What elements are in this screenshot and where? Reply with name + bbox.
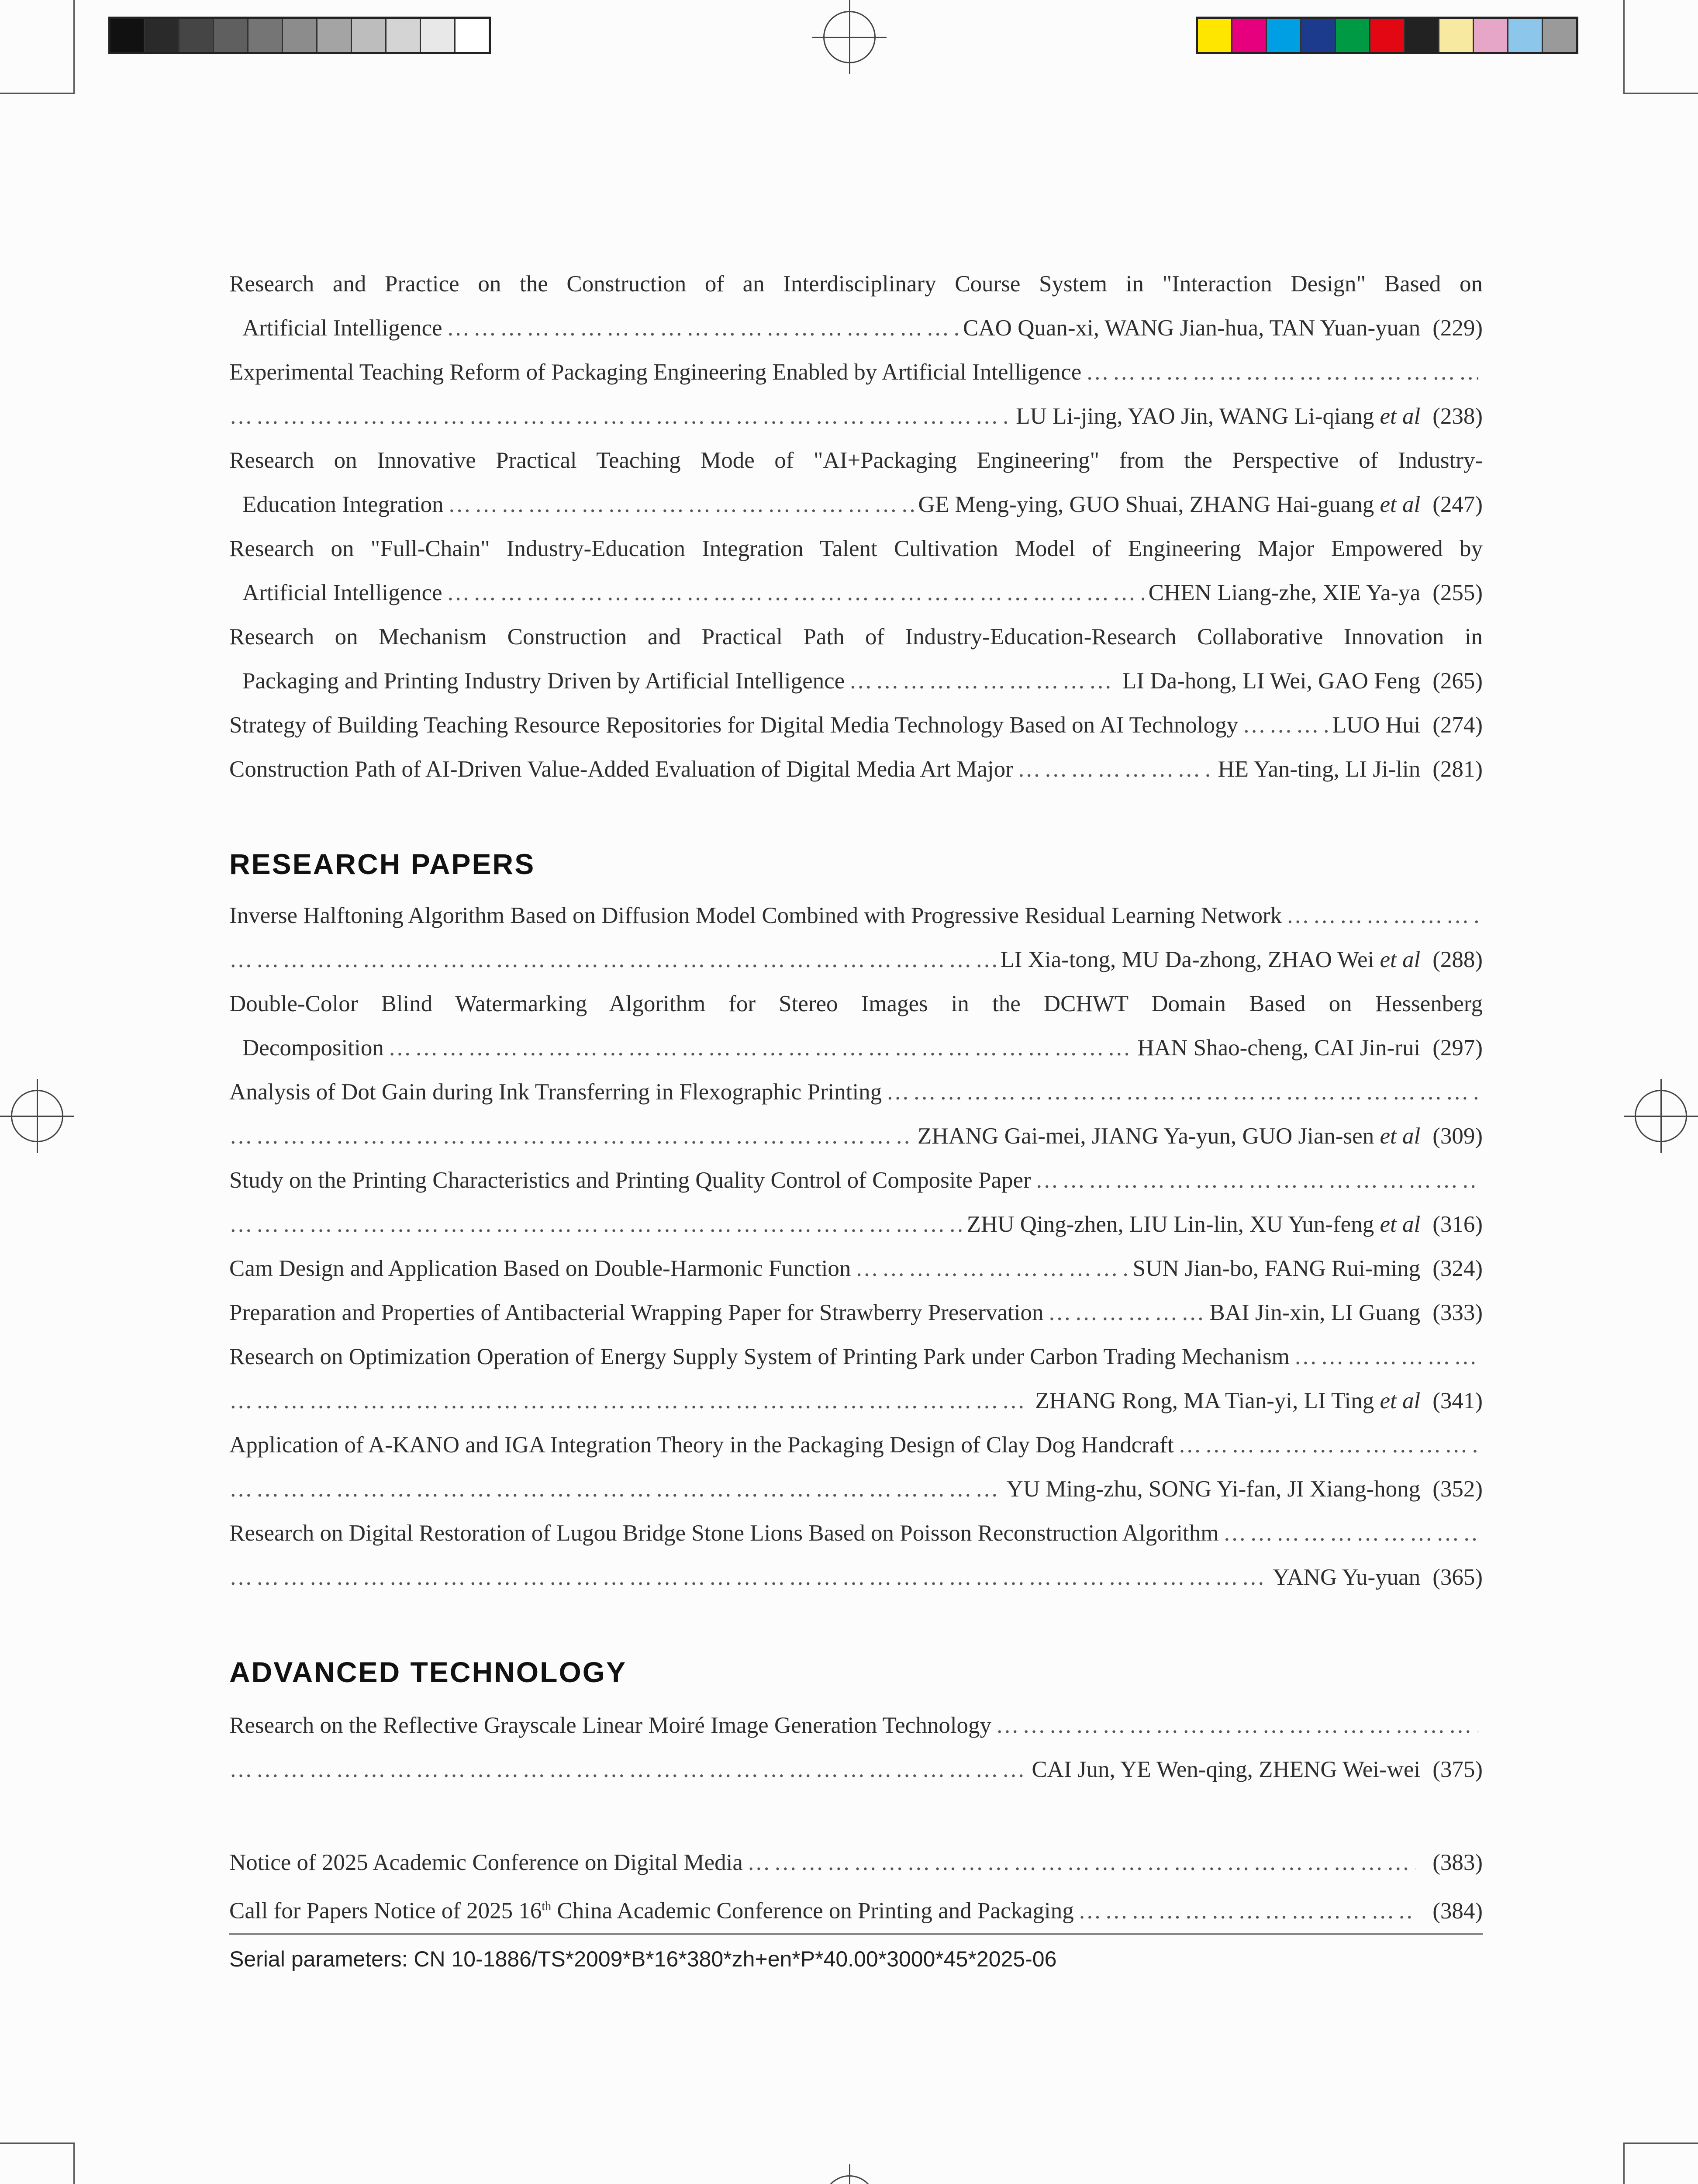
notice-page: (383) (1432, 1850, 1483, 1875)
entry-page: (288) (1432, 947, 1483, 972)
notice-title-post: China Academic Conference on Printing and Packaging (551, 1898, 1074, 1924)
entry-authors: CHEN Liang-zhe, XIE Ya-ya (1148, 580, 1421, 605)
toc-entry (229, 615, 1483, 703)
entry-authors: HE Yan-ting, LI Ji-lin (1218, 757, 1421, 782)
toc-entry (229, 894, 1483, 982)
leader-dots (1294, 1335, 1478, 1379)
toc-entry (229, 1247, 1483, 1291)
leader-dots (229, 394, 1011, 438)
entry-title: Application of A-KANO and IGA Integration Theory in the Packaging Design of Clay Dog Handcraft (229, 1432, 1174, 1458)
entry-et-al: et al (1380, 492, 1421, 517)
entry-title-tail: Packaging and Printing Industry Driven by Artificial Intelligence (242, 668, 845, 694)
table-of-contents (229, 262, 1483, 1972)
entry-title-tail: Artificial Intelligence (242, 580, 442, 605)
entry-page: (274) (1432, 712, 1483, 738)
grayscale-swatch (283, 19, 318, 52)
notice-entry (229, 1885, 1483, 1929)
entry-authors: CAO Quan-xi, WANG Jian-hua, TAN Yuan-yuan (963, 315, 1421, 341)
grayscale-swatch (456, 19, 489, 52)
leader-dots (447, 306, 959, 350)
entry-title-tail: Education Integration (242, 492, 444, 517)
leader-dots (229, 1114, 913, 1158)
entry-page: (375) (1432, 1757, 1483, 1782)
process-color-swatch (1508, 19, 1543, 52)
entry-title: Inverse Halftoning Algorithm Based on Diffusion Model Combined with Progressive Residual Learning Network (229, 903, 1282, 928)
leader-dots (855, 1247, 1128, 1290)
entry-title: Experimental Teaching Reform of Packaging Engineering Enabled by Artificial Intelligence (229, 359, 1082, 385)
toc-entry (229, 439, 1483, 527)
toc-entry (229, 982, 1483, 1070)
leader-dots (229, 1203, 963, 1246)
grayscale-swatch (387, 19, 421, 52)
entry-page: (281) (1432, 757, 1483, 782)
process-color-swatch (1439, 19, 1474, 52)
entry-title: Study on the Printing Characteristics and Printing Quality Control of Composite Paper (229, 1168, 1031, 1193)
process-color-swatch (1232, 19, 1267, 52)
entry-title: Research on the Reflective Grayscale Linear Moiré Image Generation Technology (229, 1713, 992, 1738)
entry-title: Analysis of Dot Gain during Ink Transferring in Flexographic Printing (229, 1079, 882, 1105)
entry-page: (309) (1432, 1123, 1483, 1149)
toc-entry (229, 1335, 1483, 1423)
entry-et-al: et al (1380, 404, 1421, 429)
toc-entry (229, 1158, 1483, 1247)
entry-authors: BAI Jin-xin, LI Guang (1209, 1300, 1421, 1325)
entry-title: Research on "Full-Chain" Industry-Education Integration Talent Cultivation Model of Engineering Major Empowered by (229, 536, 1483, 561)
leader-dots (1048, 1291, 1205, 1334)
toc-entry (229, 1704, 1483, 1792)
notice-title: Notice of 2025 Academic Conference on Digital Media (229, 1850, 743, 1875)
toc-entry (229, 262, 1483, 350)
grayscale-swatch (352, 19, 387, 52)
leader-dots (448, 483, 914, 526)
toc-entry (229, 703, 1483, 747)
entry-authors: LI Da-hong, LI Wei, GAO Feng (1122, 668, 1421, 694)
registration-mark-left (0, 1079, 74, 1153)
entry-authors: HAN Shao-cheng, CAI Jin-rui (1137, 1035, 1421, 1061)
entry-page: (333) (1432, 1300, 1483, 1325)
entry-title: Research on Digital Restoration of Lugou Bridge Stone Lions Based on Poisson Reconstruction Algorithm (229, 1521, 1219, 1546)
grayscale-swatch (145, 19, 179, 52)
grayscale-swatch (179, 19, 214, 52)
toc-entry (229, 1291, 1483, 1335)
entry-authors: CAI Jun, YE Wen-qing, ZHENG Wei-wei (1032, 1757, 1421, 1782)
process-color-swatch (1267, 19, 1301, 52)
leader-dots (886, 1070, 1478, 1114)
leader-dots (747, 1841, 1416, 1884)
entry-authors: LI Xia-tong, MU Da-zhong, ZHAO Wei (1000, 947, 1374, 972)
entry-authors: ZHANG Gai-mei, JIANG Ya-yun, GUO Jian-sen (918, 1123, 1374, 1149)
leader-dots (1242, 703, 1328, 747)
notice-superscript: th (542, 1900, 552, 1913)
entry-title: Research and Practice on the Construction of an Interdisciplinary Course System in "Interaction Design" Based on (229, 271, 1483, 297)
entry-page: (265) (1432, 668, 1483, 694)
process-color-swatch (1370, 19, 1405, 52)
toc-entry (229, 1511, 1483, 1600)
leader-dots (996, 1704, 1478, 1747)
entry-page: (365) (1432, 1565, 1483, 1590)
leader-dots (1178, 1423, 1478, 1467)
leader-dots (229, 1748, 1027, 1791)
notice-title (229, 1885, 1074, 1933)
grayscale-swatch (248, 19, 283, 52)
leader-dots (1223, 1511, 1479, 1555)
leader-dots (447, 571, 1144, 615)
process-color-swatch (1301, 19, 1336, 52)
process-color-bar (1196, 17, 1578, 54)
toc-entry (229, 527, 1483, 615)
entry-page: (247) (1432, 492, 1483, 517)
leader-dots (1286, 894, 1478, 937)
entry-title: Cam Design and Application Based on Double-Harmonic Function (229, 1256, 851, 1281)
entry-page: (229) (1432, 315, 1483, 341)
process-color-swatch (1474, 19, 1508, 52)
entry-page: (352) (1432, 1476, 1483, 1502)
entry-title: Research on Mechanism Construction and Practical Path of Industry-Education-Research Collaborative Innovation in (229, 624, 1483, 650)
leader-dots (1035, 1158, 1478, 1202)
toc-entry (229, 350, 1483, 439)
entry-et-al: et al (1380, 1212, 1421, 1237)
entry-title-tail: Decomposition (242, 1035, 384, 1061)
notice-entry (229, 1841, 1483, 1885)
section-heading-research-papers: RESEARCH PAPERS (229, 848, 535, 880)
grayscale-swatch (110, 19, 145, 52)
toc-entry (229, 1070, 1483, 1158)
leader-dots (229, 938, 996, 981)
grayscale-swatch (214, 19, 248, 52)
entry-et-al: et al (1380, 947, 1421, 972)
divider-rule (229, 1933, 1483, 1935)
entry-page: (255) (1432, 580, 1483, 605)
section-heading-advanced-technology: ADVANCED TECHNOLOGY (229, 1656, 627, 1688)
toc-entry (229, 747, 1483, 791)
entry-et-al: et al (1380, 1123, 1421, 1149)
leader-dots (388, 1026, 1133, 1070)
entry-title: Research on Optimization Operation of Energy Supply System of Printing Park under Carbon Trading Mechanism (229, 1344, 1290, 1369)
process-color-swatch (1405, 19, 1439, 52)
entry-authors: ZHANG Rong, MA Tian-yi, LI Ting (1035, 1388, 1374, 1413)
grayscale-swatch (318, 19, 352, 52)
registration-mark-right (1624, 1079, 1698, 1153)
entry-title: Strategy of Building Teaching Resource Repositories for Digital Media Technology Based on AI Technology (229, 712, 1239, 738)
leader-dots (849, 659, 1118, 703)
entry-page: (316) (1432, 1212, 1483, 1237)
entry-page: (297) (1432, 1035, 1483, 1061)
entry-authors: SUN Jian-bo, FANG Rui-ming (1132, 1256, 1421, 1281)
leader-dots (229, 1379, 1031, 1423)
entry-et-al: et al (1380, 1388, 1421, 1413)
registration-mark-top (812, 0, 887, 74)
leader-dots (1078, 1889, 1416, 1933)
leader-dots (229, 1467, 1002, 1511)
entry-title: Double-Color Blind Watermarking Algorithm for Stereo Images in the DCHWT Domain Based on Hessenberg (229, 991, 1483, 1016)
process-color-swatch (1336, 19, 1370, 52)
entry-authors: LU Li-jing, YAO Jin, WANG Li-qiang (1016, 404, 1374, 429)
toc-entry (229, 1423, 1483, 1511)
entry-title: Construction Path of AI-Driven Value-Added Evaluation of Digital Media Art Major (229, 757, 1013, 782)
notice-title-pre: Call for Papers Notice of 2025 16 (229, 1898, 542, 1924)
entry-title: Preparation and Properties of Antibacterial Wrapping Paper for Strawberry Preservation (229, 1300, 1044, 1325)
serial-parameters: Serial parameters: CN 10-1886/TS*2009*B*16*380*zh+en*P*40.00*3000*45*2025-06 (229, 1947, 1057, 1971)
entry-page: (341) (1432, 1388, 1483, 1413)
leader-dots (1086, 350, 1478, 394)
entry-authors: ZHU Qing-zhen, LIU Lin-lin, XU Yun-feng (966, 1212, 1374, 1237)
grayscale-color-bar (108, 17, 491, 54)
entry-authors: LUO Hui (1332, 712, 1421, 738)
process-color-swatch (1198, 19, 1232, 52)
leader-dots (229, 1555, 1268, 1599)
notice-page: (384) (1432, 1898, 1483, 1924)
entry-page: (238) (1432, 404, 1483, 429)
process-color-swatch (1543, 19, 1576, 52)
grayscale-swatch (421, 19, 456, 52)
registration-mark-bottom (812, 2164, 887, 2184)
entry-authors: YANG Yu-yuan (1273, 1565, 1421, 1590)
entry-authors: YU Ming-zhu, SONG Yi-fan, JI Xiang-hong (1006, 1476, 1421, 1502)
entry-page: (324) (1432, 1256, 1483, 1281)
entry-authors: GE Meng-ying, GUO Shuai, ZHANG Hai-guang (918, 492, 1374, 517)
entry-title-tail: Artificial Intelligence (242, 315, 442, 341)
entry-title: Research on Innovative Practical Teaching Mode of "AI+Packaging Engineering" from the Perspective of Industry- (229, 448, 1483, 473)
leader-dots (1018, 747, 1214, 791)
